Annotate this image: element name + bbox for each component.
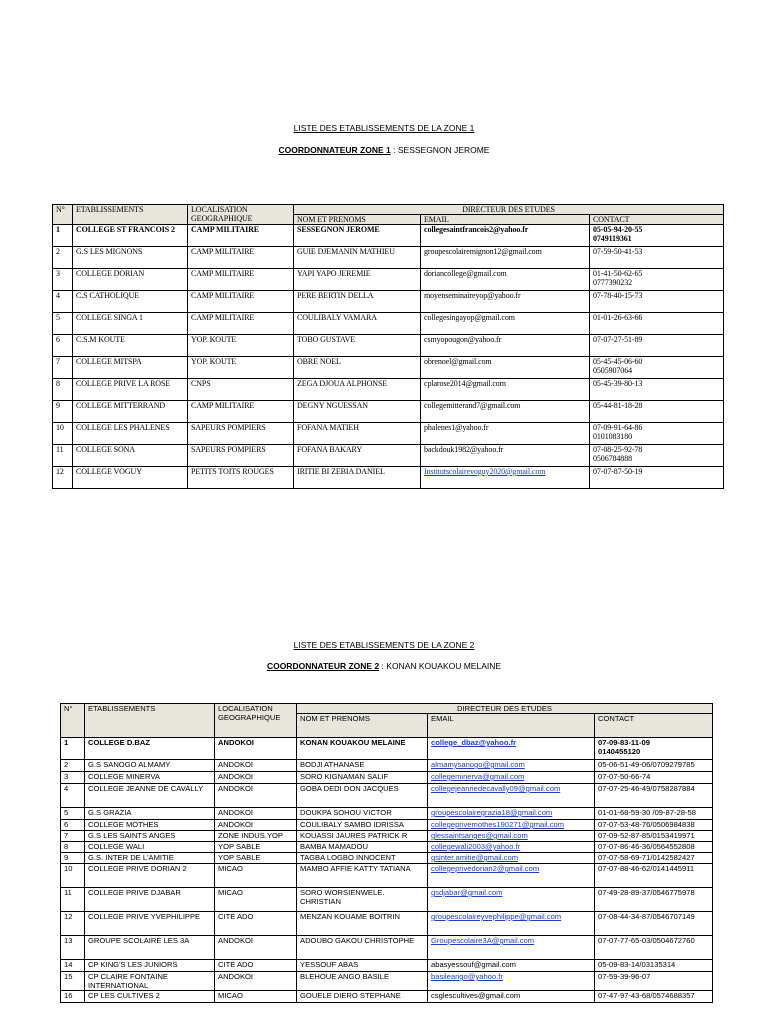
row-number: 1 — [61, 738, 85, 760]
row-contact: 07-47-97-43-68/0574688357 — [595, 991, 713, 1003]
row-contact: 07-08-25-92-78 0506784888 — [590, 445, 724, 467]
row-email: groupescolairemignon12@gmail.com — [421, 247, 590, 269]
row-contact: 07-59-39-96-07 — [595, 972, 713, 991]
table-row — [53, 357, 724, 379]
row-contact: 07-78-40-15-73 — [590, 291, 724, 313]
row-etablissement: COLLEGE D.BAZ — [85, 738, 215, 760]
header-directeur: DIRECTEUR DES ETUDES — [297, 704, 713, 714]
row-contact: 07-59-50-41-53 — [590, 247, 724, 269]
row-contact: 07-08-44-34-87/0546707149 — [595, 912, 713, 936]
zone2-table — [60, 703, 713, 1003]
row-nom: PERE BERTIN DELLA — [294, 291, 421, 313]
row-number: 6 — [53, 335, 73, 357]
row-nom: ADOUBO GAKOU CHRISTOPHE — [297, 936, 428, 960]
row-number: 2 — [53, 247, 73, 269]
table-row — [61, 864, 713, 888]
row-email: cplarose2014@gmail.com — [421, 379, 590, 401]
row-localisation: YOP. KOUTE — [188, 335, 294, 357]
row-nom: MAMBO AFFIE KATTY TATIANA — [297, 864, 428, 888]
row-email[interactable]: collegejeannedecavally09@gmail.com — [428, 784, 595, 808]
table-row — [53, 379, 724, 401]
table-row — [61, 831, 713, 842]
header-email: EMAIL — [421, 215, 590, 225]
row-email: collegesingayop@gmail.com — [421, 313, 590, 335]
row-etablissement: COLLEGE DORIAN — [73, 269, 188, 291]
row-email[interactable]: gsinter.amitie@gmail.com — [428, 853, 595, 864]
row-contact: 05-45-45-06-60 0505907064 — [590, 357, 724, 379]
row-etablissement: COLLEGE JEANNE DE CAVALLY — [85, 784, 215, 808]
header-etablissements: ETABLISSEMENTS — [85, 704, 215, 738]
row-email: moyenseminaireyop@yahoo.fr — [421, 291, 590, 313]
row-nom: TAGBA LOGBO INNOCENT — [297, 853, 428, 864]
row-contact: 01-01-68-59-30 /09-87-28-58 — [595, 808, 713, 820]
row-number: 9 — [61, 853, 85, 864]
row-number: 3 — [61, 772, 85, 784]
row-etablissement: COLLEGE PRIVE DORIAN 2 — [85, 864, 215, 888]
row-localisation: CITE ADO — [215, 912, 297, 936]
row-nom: SESSEGNON JEROME — [294, 225, 421, 247]
row-etablissement: GROUPE SCOLAIRE LES 3A — [85, 936, 215, 960]
row-email: obrenoel@gmail.com — [421, 357, 590, 379]
row-nom: COULIBALY VAMARA — [294, 313, 421, 335]
row-localisation: CAMP MILITAIRE — [188, 225, 294, 247]
row-nom: SORO WORSIENWELE. CHRISTIAN — [297, 888, 428, 912]
zone1-coordinator-label: COORDONNATEUR ZONE 1 — [278, 145, 391, 155]
row-email[interactable]: college_dbaz@yahoo.fr — [428, 738, 595, 760]
row-localisation: SAPEURS POMPIERS — [188, 445, 294, 467]
row-nom: MENZAN KOUAME BOITRIN — [297, 912, 428, 936]
row-etablissement: COLLEGE PRIVE DJABAR — [85, 888, 215, 912]
row-localisation: YOP SABLE — [215, 842, 297, 853]
row-localisation: ANDOKOI — [215, 972, 297, 991]
row-nom: ZEGA DJOUA ALPHONSE — [294, 379, 421, 401]
row-number: 15 — [61, 972, 85, 991]
row-number: 4 — [61, 784, 85, 808]
zone1-section — [0, 0, 768, 500]
row-localisation: ZONE INDUS.YOP — [215, 831, 297, 842]
row-contact: 05-45-39-80-13 — [590, 379, 724, 401]
row-nom: COULIBALY SAMBO IDRISSA — [297, 820, 428, 831]
row-localisation: ANDOKOI — [215, 760, 297, 772]
row-email: csglescultives@gmail.com — [428, 991, 595, 1003]
row-nom: KONAN KOUAKOU MELAINE — [297, 738, 428, 760]
table-row — [61, 888, 713, 912]
row-etablissement: COLLEGE MITTERRAND — [73, 401, 188, 423]
table-row — [53, 423, 724, 445]
row-contact: 07-49-28-89-37/0546775978 — [595, 888, 713, 912]
row-nom: DEGNY NGUESSAN — [294, 401, 421, 423]
row-localisation: ANDOKOI — [215, 808, 297, 820]
table-row — [53, 401, 724, 423]
zone1-coordinator-name: : SESSEGNON JEROME — [390, 145, 490, 155]
row-etablissement: C.S CATHOLIQUE — [73, 291, 188, 313]
header-nom: NOM ET PRENOMS — [294, 215, 421, 225]
zone2-header-row — [61, 704, 713, 714]
row-nom: YAPI YAPO JEREMIE — [294, 269, 421, 291]
row-etablissement: COLLEGE PRIVE YVEPHILIPPE — [85, 912, 215, 936]
row-localisation: CAMP MILITAIRE — [188, 313, 294, 335]
row-etablissement: C.S.M KOUTE — [73, 335, 188, 357]
row-etablissement: COLLEGE PRIVE LA ROSE — [73, 379, 188, 401]
row-localisation: YOP SABLE — [215, 853, 297, 864]
table-row — [53, 269, 724, 291]
row-etablissement: COLLEGE SINGA 1 — [73, 313, 188, 335]
header-etablissements: ETABLISSEMENTS — [73, 205, 188, 225]
row-etablissement: G.S LES MIGNONS — [73, 247, 188, 269]
row-email[interactable]: collegeprivedorian2@gmail.com — [428, 864, 595, 888]
row-number: 1 — [53, 225, 73, 247]
row-email[interactable]: collegeminerva@gmail.com — [428, 772, 595, 784]
row-etablissement: CP LES CULTIVES 2 — [85, 991, 215, 1003]
row-number: 11 — [53, 445, 73, 467]
row-etablissement: COLLEGE VOGUY — [73, 467, 188, 489]
row-localisation: ANDOKOI — [215, 936, 297, 960]
row-localisation: MICAO — [215, 991, 297, 1003]
header-email: EMAIL — [428, 714, 595, 738]
table-row — [61, 820, 713, 831]
row-localisation: ANDOKOI — [215, 772, 297, 784]
row-number: 4 — [53, 291, 73, 313]
row-etablissement: COLLEGE MINERVA — [85, 772, 215, 784]
row-email[interactable]: groupescolaireyvephilippe@gmail.com — [428, 912, 595, 936]
row-contact: 07-07-88-46-62/0141445911 — [595, 864, 713, 888]
row-number: 12 — [61, 912, 85, 936]
header-contact: CONTACT — [595, 714, 713, 738]
row-nom: BODJI ATHANASE — [297, 760, 428, 772]
row-email[interactable]: collegeprivemothes190271@gmail.com — [428, 820, 595, 831]
row-email: collegesaintfrancois2@yahoo.fr — [421, 225, 590, 247]
zone1-header-row — [53, 205, 724, 215]
row-localisation: ANDOKOI — [215, 738, 297, 760]
table-row — [53, 313, 724, 335]
row-contact: 07-07-25-46-49/0758287884 — [595, 784, 713, 808]
table-row — [61, 972, 713, 991]
row-localisation: YOP. KOUTE — [188, 357, 294, 379]
row-localisation: CITE ADO — [215, 960, 297, 972]
table-row — [53, 247, 724, 269]
row-email: backdouk1982@yahoo.fr — [421, 445, 590, 467]
row-number: 8 — [53, 379, 73, 401]
row-contact: 07-09-91-64-86 0101083180 — [590, 423, 724, 445]
table-row — [61, 784, 713, 808]
row-etablissement: COLLEGE ST FRANCOIS 2 — [73, 225, 188, 247]
table-row — [53, 225, 724, 247]
row-email: abasyessouf@gmail.com — [428, 960, 595, 972]
row-localisation: PETITS TOITS ROUGES — [188, 467, 294, 489]
table-row — [53, 467, 724, 489]
row-number: 10 — [61, 864, 85, 888]
row-contact: 07-07-86-46-36/0564552808 — [595, 842, 713, 853]
row-number: 2 — [61, 760, 85, 772]
row-contact: 05-44-81-18-28 — [590, 401, 724, 423]
row-contact: 07-07-77-65-03/0504672760 — [595, 936, 713, 960]
row-nom: IRITIE BI ZEBIA DANIEL — [294, 467, 421, 489]
row-email: csmyopougon@yahoo.fr — [421, 335, 590, 357]
row-nom: GUIE DJEMANIN MATHIEU — [294, 247, 421, 269]
row-nom: BLEHOUE ANGO BASILE — [297, 972, 428, 991]
row-etablissement: CP CLAIRE FONTAINE INTERNATIONAL — [85, 972, 215, 991]
header-num: N° — [53, 205, 73, 225]
row-number: 14 — [61, 960, 85, 972]
table-row — [61, 936, 713, 960]
table-row — [61, 853, 713, 864]
row-localisation: CAMP MILITAIRE — [188, 401, 294, 423]
row-etablissement: COLLEGE LES PHALENES — [73, 423, 188, 445]
row-etablissement: G.S LES SAINTS ANGES — [85, 831, 215, 842]
row-contact: 07-09-52-87-85/0153419971 — [595, 831, 713, 842]
row-contact: 07-07-27-51-89 — [590, 335, 724, 357]
row-nom: GOBA DEDI DON JACQUES — [297, 784, 428, 808]
row-contact: 07-07-58-69-71/0142582427 — [595, 853, 713, 864]
row-email: phalenes1@yahoo.fr — [421, 423, 590, 445]
zone2-title: LISTE DES ETABLISSEMENTS DE LA ZONE 2 — [293, 640, 475, 650]
row-etablissement: G.S SANOGO ALMAMY — [85, 760, 215, 772]
row-nom: GOUELE DIERO STEPHANE — [297, 991, 428, 1003]
header-localisation: LOCALISATION GEOGRAPHIQUE — [215, 704, 297, 738]
table-row — [61, 808, 713, 820]
row-number: 5 — [53, 313, 73, 335]
zone1-coordinator — [0, 145, 768, 156]
table-row — [61, 760, 713, 772]
row-nom: TOBO GUSTAVE — [294, 335, 421, 357]
row-number: 7 — [61, 831, 85, 842]
row-email[interactable]: collegewali2003@yahoo.fr — [428, 842, 595, 853]
table-row — [53, 291, 724, 313]
row-email[interactable]: gsdjabar@gmail.com — [428, 888, 595, 912]
row-nom: KOUASSI JAURES PATRICK R — [297, 831, 428, 842]
row-etablissement: G.S. INTER DE L'AMITIE — [85, 853, 215, 864]
row-contact: 07-09-83-11-09 0140455120 — [595, 738, 713, 760]
row-email[interactable]: Groupescolaire3A@gmail.com — [428, 936, 595, 960]
row-number: 11 — [61, 888, 85, 912]
header-nom: NOM ET PRENOMS — [297, 714, 428, 738]
row-etablissement: G.S GRAZIA — [85, 808, 215, 820]
row-email[interactable]: Institutscolairevoguy2020@gmail.com — [421, 467, 590, 489]
row-localisation: MICAO — [215, 864, 297, 888]
row-etablissement: COLLEGE SONA — [73, 445, 188, 467]
row-etablissement: CP KING'S LES JUNIORS — [85, 960, 215, 972]
row-number: 8 — [61, 842, 85, 853]
row-number: 7 — [53, 357, 73, 379]
row-nom: SORO KIGNAMAN SALIF — [297, 772, 428, 784]
row-number: 3 — [53, 269, 73, 291]
table-row — [61, 912, 713, 936]
row-contact: 05-09-83-14/03135314 — [595, 960, 713, 972]
table-row — [61, 991, 713, 1003]
row-localisation: SAPEURS POMPIERS — [188, 423, 294, 445]
row-number: 5 — [61, 808, 85, 820]
row-email[interactable]: glessaintsanges@gmail.com — [428, 831, 595, 842]
row-email[interactable]: basileango@yahoo.fr — [428, 972, 595, 991]
row-contact: 01-41-50-62-65 0777390232 — [590, 269, 724, 291]
row-contact: 07-07-53-48-76/0506984838 — [595, 820, 713, 831]
row-localisation: MICAO — [215, 888, 297, 912]
row-number: 10 — [53, 423, 73, 445]
row-localisation: CAMP MILITAIRE — [188, 247, 294, 269]
row-email[interactable]: almamysanogo@gmail.com — [428, 760, 595, 772]
zone2-section — [0, 500, 768, 1024]
row-contact: 05-05-94-20-55 0749119361 — [590, 225, 724, 247]
row-number: 6 — [61, 820, 85, 831]
zone2-coordinator — [0, 661, 768, 672]
row-contact: 07-07-50-66-74 — [595, 772, 713, 784]
row-email[interactable]: groupescolairegrazia18@gmail.com — [428, 808, 595, 820]
row-nom: FOFANA BAKARY — [294, 445, 421, 467]
header-directeur: DIRECTEUR DES ETUDES — [294, 205, 724, 215]
table-row — [61, 772, 713, 784]
table-row — [53, 335, 724, 357]
row-contact: 01-01-26-63-66 — [590, 313, 724, 335]
header-localisation: LOCALISATION GEOGRAPHIQUE — [188, 205, 294, 225]
row-number: 13 — [61, 936, 85, 960]
row-contact: 05-06-51-49-06/0709279785 — [595, 760, 713, 772]
row-nom: BAMBA MAMADOU — [297, 842, 428, 853]
row-localisation: CNPS — [188, 379, 294, 401]
row-number: 16 — [61, 991, 85, 1003]
row-etablissement: COLLEGE MITSPA — [73, 357, 188, 379]
row-nom: DOUKPA SOHOU VICTOR — [297, 808, 428, 820]
header-num: N° — [61, 704, 85, 738]
zone1-title: LISTE DES ETABLISSEMENTS DE LA ZONE 1 — [293, 123, 475, 133]
row-email: doriancollege@gmail.com — [421, 269, 590, 291]
row-email: collegemitterand7@gmail.com — [421, 401, 590, 423]
row-localisation: ANDOKOI — [215, 820, 297, 831]
row-nom: OBRE NOEL — [294, 357, 421, 379]
table-row — [53, 445, 724, 467]
table-row — [61, 960, 713, 972]
table-row — [61, 842, 713, 853]
row-number: 12 — [53, 467, 73, 489]
row-number: 9 — [53, 401, 73, 423]
row-etablissement: COLLEGE WALI — [85, 842, 215, 853]
zone1-table — [52, 204, 724, 489]
row-localisation: CAMP MILITAIRE — [188, 291, 294, 313]
header-contact: CONTACT — [590, 215, 724, 225]
zone2-coordinator-name: : KONAN KOUAKOU MELAINE — [379, 661, 502, 671]
row-nom: YESSOUF ABAS — [297, 960, 428, 972]
row-localisation: ANDOKOI — [215, 784, 297, 808]
row-contact: 07-07-87-50-19 — [590, 467, 724, 489]
row-etablissement: COLLEGE MOTHES — [85, 820, 215, 831]
zone2-coordinator-label: COORDONNATEUR ZONE 2 — [266, 661, 380, 671]
row-nom: FOFANA MATIEH — [294, 423, 421, 445]
row-localisation: CAMP MILITAIRE — [188, 269, 294, 291]
table-row — [61, 738, 713, 760]
